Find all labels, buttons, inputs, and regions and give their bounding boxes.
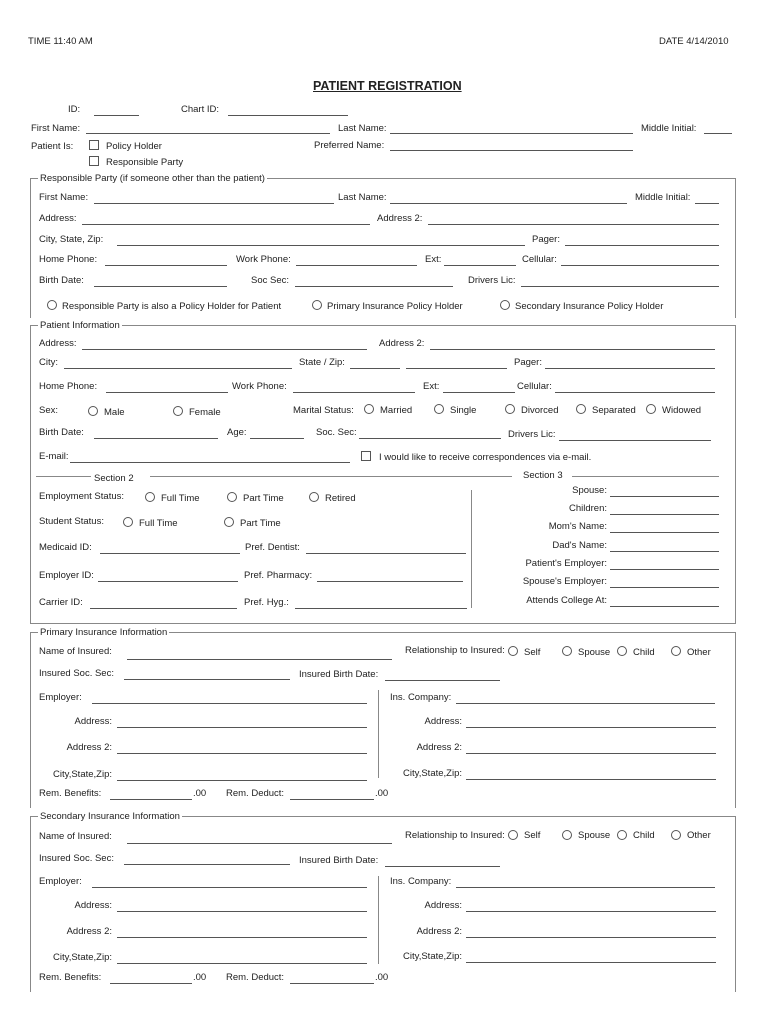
rp-ext-field[interactable]: [444, 265, 516, 266]
pi-work-phone-field[interactable]: [293, 392, 415, 393]
rp-birth-date-label: Birth Date:: [39, 275, 84, 286]
rp-middle-initial-field[interactable]: [695, 203, 719, 204]
secondary-spouse-radio[interactable]: [562, 830, 572, 840]
responsible-party-legend: Responsible Party (if someone other than the patient): [40, 173, 265, 184]
patient-info-box-left: [30, 325, 31, 623]
primary-ins-company-label: Ins. Company:: [390, 692, 452, 703]
primary-soc-sec-field[interactable]: [124, 679, 290, 680]
single-radio[interactable]: [434, 404, 444, 414]
id-label: ID:: [68, 104, 81, 115]
secondary-spouse-label: Spouse: [578, 830, 611, 841]
pi-state-field[interactable]: [350, 368, 400, 369]
section2-line-left: [36, 476, 91, 477]
rp-pager-label: Pager:: [532, 234, 560, 245]
pi-city-label: City:: [39, 357, 58, 368]
section2-legend: Section 2: [94, 473, 134, 484]
secondary-ins-address2-field[interactable]: [466, 937, 716, 938]
primary-rem-benefits-field[interactable]: [110, 799, 192, 800]
single-label: Single: [450, 405, 477, 416]
secondary-box-right: [735, 816, 736, 992]
separated-radio[interactable]: [576, 404, 586, 414]
primary-rem-deduct-label: Rem. Deduct:: [226, 788, 285, 799]
employer-id-field[interactable]: [98, 581, 238, 582]
date-stamp: DATE 4/14/2010: [659, 36, 729, 47]
secondary-other-radio[interactable]: [671, 830, 681, 840]
pi-pager-label: Pager:: [514, 357, 542, 368]
rp-secondary-holder-label: Secondary Insurance Policy Holder: [515, 301, 664, 312]
patient-info-legend: Patient Information: [40, 320, 120, 331]
secondary-employer-city-label: City,State,Zip:: [53, 952, 112, 963]
married-radio[interactable]: [364, 404, 374, 414]
primary-other-radio[interactable]: [671, 646, 681, 656]
primary-self-label: Self: [524, 647, 541, 658]
primary-name-of-insured-label: Name of Insured:: [39, 646, 112, 657]
primary-ins-address-label: Address:: [424, 716, 462, 727]
employment-retired-radio[interactable]: [309, 492, 319, 502]
id-field[interactable]: [94, 115, 139, 116]
pi-email-label: E-mail:: [39, 451, 69, 462]
student-part-time-radio[interactable]: [224, 517, 234, 527]
employment-full-time-radio[interactable]: [145, 492, 155, 502]
secondary-self-radio[interactable]: [508, 830, 518, 840]
secondary-ins-city-label: City,State,Zip:: [403, 951, 462, 962]
secondary-rem-deduct-cents: .00: [375, 972, 389, 983]
responsible-party-box-right: [735, 178, 736, 318]
pi-address2-field[interactable]: [430, 349, 715, 350]
primary-birth-date-field[interactable]: [385, 680, 500, 681]
section3-line: [572, 476, 719, 477]
primary-spouse-label: Spouse: [578, 647, 611, 658]
primary-rem-deduct-field[interactable]: [290, 799, 374, 800]
rp-soc-sec-label: Soc Sec:: [251, 275, 290, 286]
rp-primary-holder-label: Primary Insurance Policy Holder: [327, 301, 463, 312]
dads-name-field[interactable]: [610, 551, 719, 552]
secondary-ins-company-label: Ins. Company:: [390, 876, 452, 887]
rp-secondary-holder-radio[interactable]: [500, 300, 510, 310]
last-name-label: Last Name:: [338, 123, 387, 134]
primary-rem-benefits-cents: .00: [193, 788, 207, 799]
middle-initial-label: Middle Initial:: [641, 123, 697, 134]
spouse-label: Spouse:: [572, 485, 607, 496]
pi-birth-date-label: Birth Date:: [39, 427, 84, 438]
middle-initial-field[interactable]: [704, 133, 732, 134]
first-name-label: First Name:: [31, 123, 81, 134]
secondary-ins-city-field[interactable]: [466, 962, 716, 963]
secondary-employer-city-field[interactable]: [117, 963, 367, 964]
preferred-name-label: Preferred Name:: [314, 140, 385, 151]
primary-child-radio[interactable]: [617, 646, 627, 656]
primary-ins-company-field[interactable]: [456, 703, 715, 704]
pi-work-phone-label: Work Phone:: [232, 381, 287, 392]
pi-cellular-label: Cellular:: [517, 381, 552, 392]
divorced-radio[interactable]: [505, 404, 515, 414]
primary-self-radio[interactable]: [508, 646, 518, 656]
moms-name-field[interactable]: [610, 532, 719, 533]
last-name-field[interactable]: [390, 133, 633, 134]
employment-retired-label: Retired: [325, 493, 356, 504]
secondary-rem-deduct-field[interactable]: [290, 983, 374, 984]
first-name-field[interactable]: [86, 133, 330, 134]
rp-also-policy-holder-radio[interactable]: [47, 300, 57, 310]
pi-drivers-lic-field[interactable]: [559, 440, 711, 441]
primary-employer-city-label: City,State,Zip:: [53, 769, 112, 780]
secondary-soc-sec-label: Insured Soc. Sec:: [39, 853, 114, 864]
primary-employer-address-label: Address:: [74, 716, 112, 727]
pi-cellular-field[interactable]: [555, 392, 715, 393]
employment-full-time-label: Full Time: [161, 493, 200, 504]
secondary-legend: Secondary Insurance Information: [40, 811, 180, 822]
female-label: Female: [189, 407, 221, 418]
pref-pharmacy-field[interactable]: [317, 581, 463, 582]
patient-info-box-top: [30, 325, 735, 326]
pi-age-field[interactable]: [250, 438, 304, 439]
email-correspondence-checkbox[interactable]: [361, 451, 371, 461]
secondary-employer-field[interactable]: [92, 887, 367, 888]
primary-legend: Primary Insurance Information: [40, 627, 168, 638]
marital-status-label: Marital Status:: [293, 405, 354, 416]
secondary-employer-address2-field[interactable]: [117, 937, 367, 938]
email-correspondence-label: I would like to receive correspondences via e-mail.: [379, 452, 592, 463]
rp-first-name-field[interactable]: [94, 203, 334, 204]
secondary-other-label: Other: [687, 830, 711, 841]
widowed-label: Widowed: [662, 405, 702, 416]
attends-college-label: Attends College At:: [526, 595, 607, 606]
pi-sex-label: Sex:: [39, 405, 59, 416]
primary-employer-address-field[interactable]: [117, 727, 367, 728]
primary-spouse-radio[interactable]: [562, 646, 572, 656]
secondary-rem-benefits-label: Rem. Benefits:: [39, 972, 102, 983]
rp-address2-label: Address 2:: [377, 213, 423, 224]
page-title: PATIENT REGISTRATION: [313, 79, 462, 93]
pi-ext-label: Ext:: [423, 381, 440, 392]
pi-zip-field[interactable]: [406, 368, 507, 369]
pi-address2-label: Address 2:: [379, 338, 425, 349]
secondary-ins-address-label: Address:: [424, 900, 462, 911]
rp-home-phone-field[interactable]: [105, 265, 227, 266]
carrier-id-label: Carrier ID:: [39, 597, 83, 608]
rp-birth-date-field[interactable]: [94, 286, 227, 287]
student-full-time-label: Full Time: [139, 518, 178, 529]
responsible-party-box-left: [30, 178, 31, 318]
rp-address-field[interactable]: [82, 224, 370, 225]
primary-employer-field[interactable]: [92, 703, 367, 704]
pi-address-label: Address:: [39, 338, 77, 349]
pi-pager-field[interactable]: [545, 368, 715, 369]
primary-name-of-insured-field[interactable]: [127, 659, 392, 660]
primary-ins-city-field[interactable]: [466, 779, 716, 780]
secondary-name-of-insured-label: Name of Insured:: [39, 831, 112, 842]
responsible-party-label: Responsible Party: [106, 157, 184, 168]
patients-employer-label: Patient's Employer:: [525, 558, 607, 569]
patient-info-box-right: [735, 325, 736, 623]
secondary-birth-date-field[interactable]: [385, 866, 500, 867]
secondary-employer-address2-label: Address 2:: [66, 926, 112, 937]
pi-soc-sec-label: Soc. Sec:: [316, 427, 357, 438]
secondary-rem-benefits-field[interactable]: [110, 983, 192, 984]
primary-divider: [378, 690, 379, 778]
divorced-label: Divorced: [521, 405, 559, 416]
policy-holder-label: Policy Holder: [106, 141, 162, 152]
secondary-rem-benefits-cents: .00: [193, 972, 207, 983]
rp-pager-field[interactable]: [565, 245, 719, 246]
rp-city-state-zip-label: City, State, Zip:: [39, 234, 104, 245]
patient-is-label: Patient Is:: [31, 141, 74, 152]
rp-also-policy-holder-label: Responsible Party is also a Policy Holder for Patient: [62, 301, 282, 312]
secondary-child-radio[interactable]: [617, 830, 627, 840]
secondary-ins-address2-label: Address 2:: [416, 926, 462, 937]
chart-id-field[interactable]: [228, 115, 348, 116]
rp-last-name-label: Last Name:: [338, 192, 387, 203]
widowed-radio[interactable]: [646, 404, 656, 414]
primary-ins-address2-label: Address 2:: [416, 742, 462, 753]
pi-city-field[interactable]: [64, 368, 292, 369]
primary-employer-city-field[interactable]: [117, 780, 367, 781]
rp-address-label: Address:: [39, 213, 77, 224]
secondary-box-left: [30, 816, 31, 992]
pi-address-field[interactable]: [82, 349, 367, 350]
patient-info-box-bottom: [30, 623, 736, 624]
pi-ext-field[interactable]: [443, 392, 515, 393]
primary-other-label: Other: [687, 647, 711, 658]
section-divider: [471, 490, 472, 608]
student-full-time-radio[interactable]: [123, 517, 133, 527]
female-radio[interactable]: [173, 406, 183, 416]
pi-home-phone-field[interactable]: [106, 392, 228, 393]
pi-birth-date-field[interactable]: [94, 438, 218, 439]
primary-box-right: [735, 632, 736, 808]
secondary-soc-sec-field[interactable]: [124, 864, 290, 865]
pref-dentist-field[interactable]: [306, 553, 466, 554]
responsible-party-checkbox[interactable]: [89, 156, 99, 166]
pi-home-phone-label: Home Phone:: [39, 381, 98, 392]
medicaid-id-label: Medicaid ID:: [39, 542, 92, 553]
section2-line-right: [150, 476, 512, 477]
male-label: Male: [104, 407, 125, 418]
attends-college-field[interactable]: [610, 606, 719, 607]
children-label: Children:: [568, 503, 607, 514]
secondary-relationship-label: Relationship to Insured:: [405, 830, 505, 841]
secondary-employer-label: Employer:: [39, 876, 82, 887]
employment-status-label: Employment Status:: [39, 491, 125, 502]
children-field[interactable]: [610, 514, 719, 515]
rp-soc-sec-field[interactable]: [295, 286, 453, 287]
pref-dentist-label: Pref. Dentist:: [245, 542, 300, 553]
rp-drivers-lic-label: Drivers Lic:: [468, 275, 516, 286]
primary-employer-address2-field[interactable]: [117, 753, 367, 754]
primary-birth-date-label: Insured Birth Date:: [299, 669, 379, 680]
rp-address2-field[interactable]: [428, 224, 719, 225]
student-status-label: Student Status:: [39, 516, 104, 527]
student-part-time-label: Part Time: [240, 518, 281, 529]
rp-first-name-label: First Name:: [39, 192, 89, 203]
pref-hyg-label: Pref. Hyg.:: [244, 597, 289, 608]
primary-rem-deduct-cents: .00: [375, 788, 389, 799]
primary-employer-label: Employer:: [39, 692, 82, 703]
rp-ext-label: Ext:: [425, 254, 442, 265]
secondary-employer-address-field[interactable]: [117, 911, 367, 912]
rp-cellular-field[interactable]: [561, 265, 719, 266]
employer-id-label: Employer ID:: [39, 570, 94, 581]
time-stamp: TIME 11:40 AM: [28, 36, 93, 47]
primary-relationship-label: Relationship to Insured:: [405, 645, 505, 656]
employment-part-time-label: Part Time: [243, 493, 284, 504]
primary-ins-address-field[interactable]: [466, 727, 716, 728]
separated-label: Separated: [592, 405, 636, 416]
spouses-employer-label: Spouse's Employer:: [522, 576, 607, 587]
pi-age-label: Age:: [227, 427, 247, 438]
primary-soc-sec-label: Insured Soc. Sec:: [39, 668, 114, 679]
employment-part-time-radio[interactable]: [227, 492, 237, 502]
primary-rem-benefits-label: Rem. Benefits:: [39, 788, 102, 799]
rp-drivers-lic-field[interactable]: [521, 286, 719, 287]
rp-work-phone-label: Work Phone:: [236, 254, 291, 265]
secondary-name-of-insured-field[interactable]: [127, 843, 392, 844]
primary-ins-address2-field[interactable]: [466, 753, 716, 754]
secondary-employer-address-label: Address:: [74, 900, 112, 911]
pi-drivers-lic-label: Drivers Lic:: [508, 429, 556, 440]
section3-legend: Section 3: [523, 470, 563, 481]
primary-child-label: Child: [633, 647, 655, 658]
rp-cellular-label: Cellular:: [522, 254, 557, 265]
dads-name-label: Dad's Name:: [552, 540, 607, 551]
rp-city-state-zip-field[interactable]: [117, 245, 525, 246]
pi-email-field[interactable]: [70, 462, 350, 463]
pi-state-zip-label: State / Zip:: [299, 357, 345, 368]
medicaid-id-field[interactable]: [100, 553, 240, 554]
spouse-field[interactable]: [610, 496, 719, 497]
policy-holder-checkbox[interactable]: [89, 140, 99, 150]
married-label: Married: [380, 405, 413, 416]
rp-primary-holder-radio[interactable]: [312, 300, 322, 310]
primary-ins-city-label: City,State,Zip:: [403, 768, 462, 779]
patients-employer-field[interactable]: [610, 569, 719, 570]
rp-home-phone-label: Home Phone:: [39, 254, 98, 265]
secondary-self-label: Self: [524, 830, 541, 841]
chart-id-label: Chart ID:: [181, 104, 220, 115]
secondary-ins-company-field[interactable]: [456, 887, 715, 888]
pref-hyg-field[interactable]: [295, 608, 467, 609]
carrier-id-field[interactable]: [90, 608, 237, 609]
rp-middle-initial-label: Middle Initial:: [635, 192, 691, 203]
pi-soc-sec-field[interactable]: [359, 438, 501, 439]
spouses-employer-field[interactable]: [610, 587, 719, 588]
male-radio[interactable]: [88, 406, 98, 416]
preferred-name-field[interactable]: [390, 150, 633, 151]
rp-work-phone-field[interactable]: [296, 265, 417, 266]
secondary-birth-date-label: Insured Birth Date:: [299, 855, 379, 866]
primary-box-left: [30, 632, 31, 808]
secondary-divider: [378, 876, 379, 964]
rp-last-name-field[interactable]: [390, 203, 627, 204]
secondary-child-label: Child: [633, 830, 655, 841]
secondary-ins-address-field[interactable]: [466, 911, 716, 912]
primary-employer-address2-label: Address 2:: [66, 742, 112, 753]
secondary-rem-deduct-label: Rem. Deduct:: [226, 972, 285, 983]
pref-pharmacy-label: Pref. Pharmacy:: [244, 570, 313, 581]
moms-name-label: Mom's Name:: [548, 521, 607, 532]
